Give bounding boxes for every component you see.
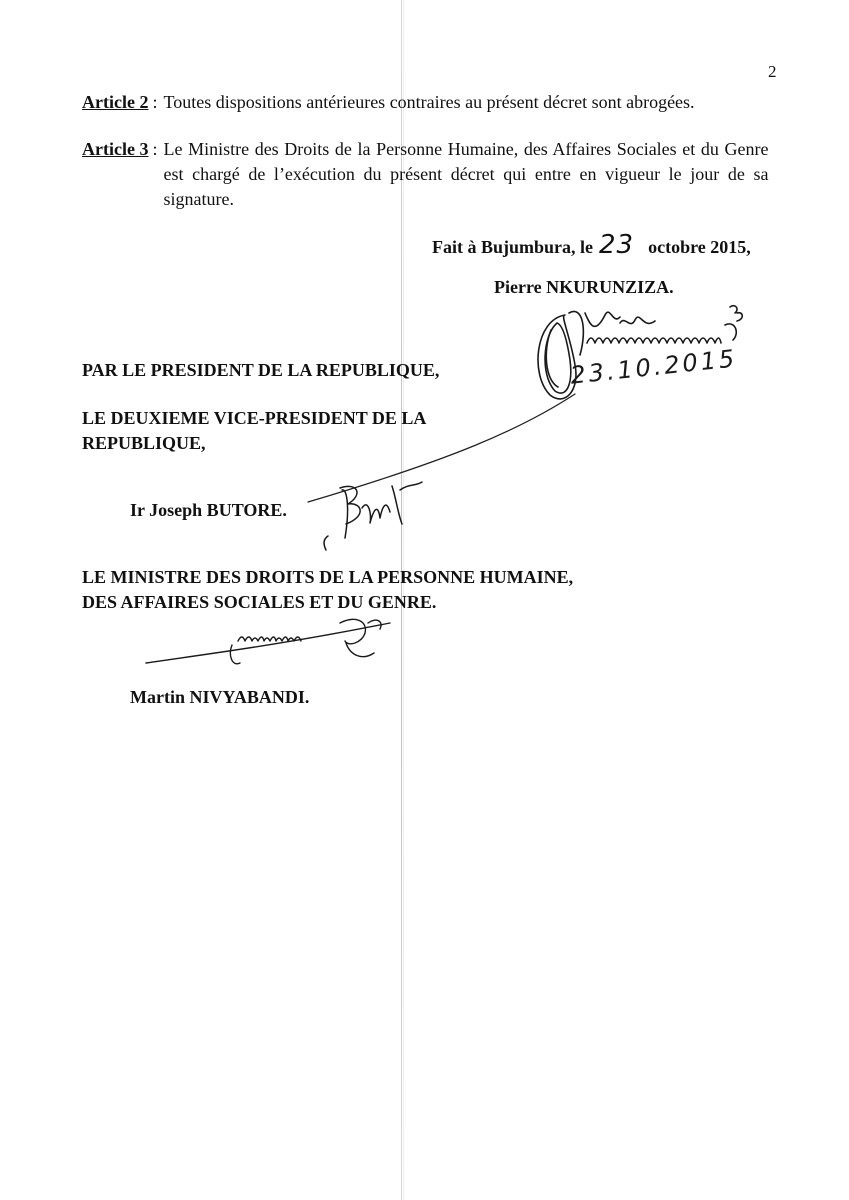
ministre-signature	[140, 605, 400, 675]
article-3	[82, 137, 772, 212]
par-le-president: PAR LE PRESIDENT DE LA REPUBLIQUE,	[82, 360, 440, 380]
vice-president-signature	[312, 468, 432, 558]
handwritten-day: 23	[599, 230, 635, 260]
president-handwritten-date: 23.10.2015	[568, 344, 739, 390]
vice-president-name: Ir Joseph BUTORE.	[130, 500, 287, 520]
article-3-text: Le Ministre des Droits de la Personne Humaine, des Affaires Sociales et du Genre est chargé de l’exécution du présent décret qui entre en vigueur le jour de sa signature.	[163, 139, 769, 209]
ministre-title-line-2: DES AFFAIRES SOCIALES ET DU GENRE.	[82, 592, 437, 612]
article-3-label: Article 3	[82, 139, 149, 159]
article-2	[82, 90, 772, 115]
ministre-title-line-1: LE MINISTRE DES DROITS DE LA PERSONNE HUMAINE,	[82, 567, 574, 587]
signing-month-year: octobre 2015,	[648, 237, 751, 257]
article-2-label: Article 2	[82, 92, 149, 112]
article-separator: :	[152, 139, 158, 159]
vice-president-title: LE DEUXIEME VICE-PRESIDENT DE LA REPUBLIQUE,	[82, 408, 426, 453]
article-3-head	[82, 137, 163, 212]
signing-place: Fait à Bujumbura, le	[432, 237, 594, 257]
article-separator: :	[152, 92, 158, 112]
article-2-text: Toutes dispositions antérieures contraires au présent décret sont abrogées.	[163, 92, 695, 112]
president-name: Pierre NKURUNZIZA.	[494, 277, 674, 297]
signing-place-date	[432, 230, 751, 260]
page-number: 2	[768, 62, 777, 81]
ministre-name: Martin NIVYABANDI.	[130, 687, 310, 707]
